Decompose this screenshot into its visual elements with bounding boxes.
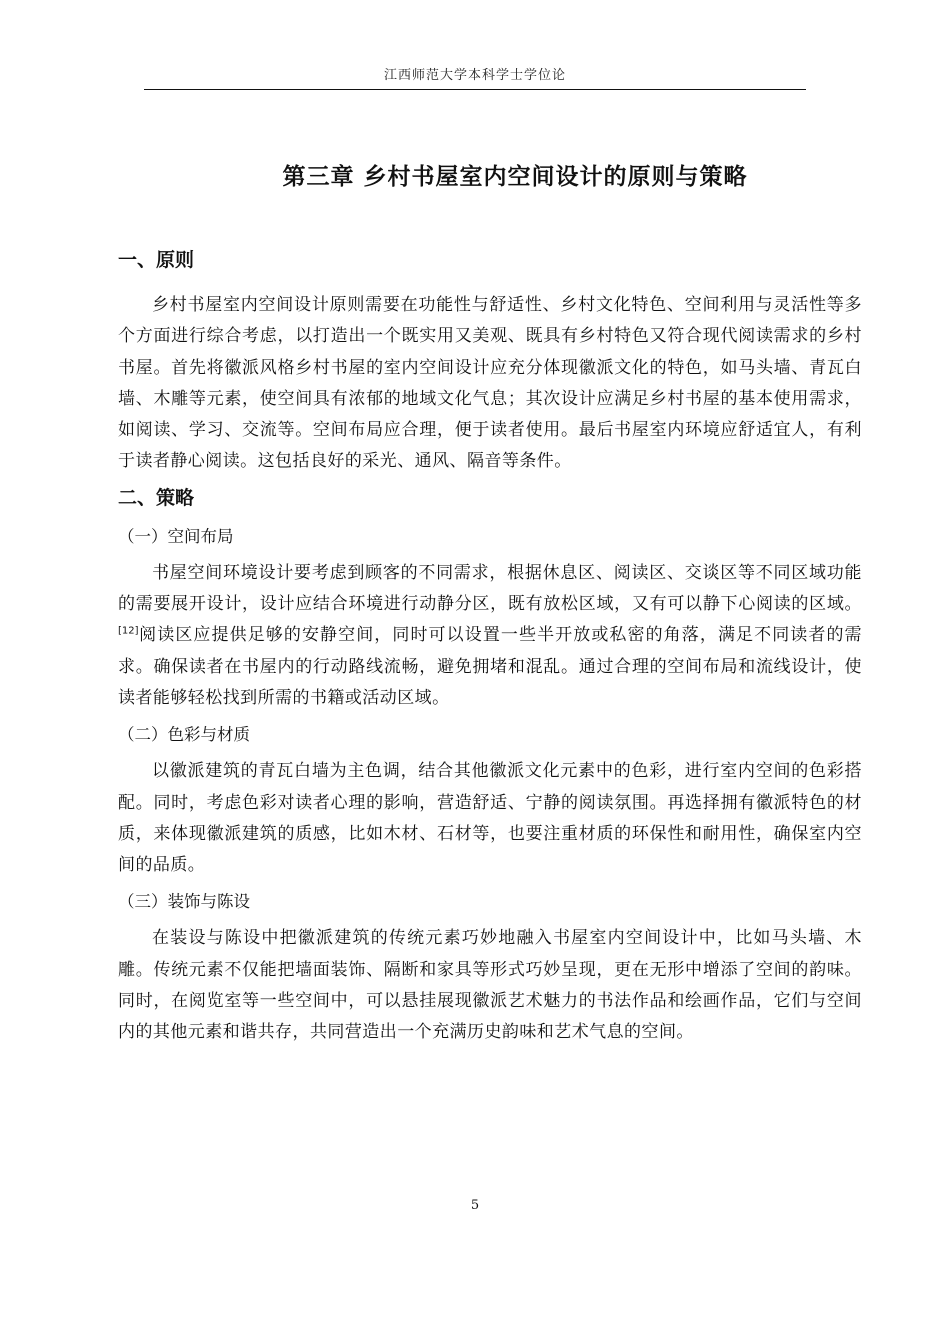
subsection-heading-decoration: （三）装饰与陈设 xyxy=(118,892,250,912)
running-header: 江西师范大学本科学士学位论 xyxy=(383,68,566,83)
subsection-heading-color-material: （二）色彩与材质 xyxy=(118,725,250,745)
paragraph-space-layout xyxy=(118,558,862,714)
chapter-title: 第三章 乡村书屋室内空间设计的原则与策略 xyxy=(282,164,748,190)
section-heading-strategies: 二、策略 xyxy=(118,486,195,509)
paragraph-decoration: 在装设与陈设中把徽派建筑的传统元素巧妙地融入书屋室内空间设计中，比如马头墙、木雕。传统元素不仅能把墙面装饰、隔断和家具等形式巧妙呈现，更在无形中增添了空间的韵味。同时，在阅览室等一些空间中，可以悬挂展现徽派艺术魅力的书法作品和绘画作品，它们与空间内的其他元素和谐共存，共同营造出一个充满历史韵味和艺术气息的空间。 xyxy=(118,928,862,1043)
section-heading-principles: 一、原则 xyxy=(118,249,195,271)
paragraph-space-layout-part2: 阅读区应提供足够的安静空间，同时可以设置一些半开放或私密的角落，满足不同读者的需求。确保读者在书屋内的行动路线流畅，避免拥堵和混乱。通过合理的空间布局和流线设计，使读者能够轻松找到所需的书籍或活动区域。 xyxy=(118,625,862,708)
paragraph-principles: 乡村书屋室内空间设计原则需要在功能性与舒适性、乡村文化特色、空间利用与灵活性等多个方面进行综合考虑，以打造出一个既实用又美观、既具有乡村特色又符合现代阅读需求的乡村书屋。首先将徽派风格乡村书屋的室内空间设计应充分体现徽派文化的特色，如马头墙、青瓦白墙、木雕等元素，使空间具有浓郁的地域文化气息；其次设计应满足乡村书屋的基本使用需求，如阅读、学习、交流等。空间布局应合理，便于读者使用。最后书屋室内环境应舒适宜人，有利于读者静心阅读。这包括良好的采光、通风、隔音等条件。 xyxy=(118,295,862,472)
paragraph-color-material: 以徽派建筑的青瓦白墙为主色调，结合其他徽派文化元素中的色彩，进行室内空间的色彩搭配。同时，考虑色彩对读者心理的影响，营造舒适、宁静的阅读氛围。再选择拥有徽派特色的材质，来体现徽派建筑的质感，比如木材、石材等，也要注重材质的环保性和耐用性，确保室内空间的品质。 xyxy=(118,761,862,876)
paragraph-space-layout-part1: 书屋空间环境设计要考虑到顾客的不同需求，根据休息区、阅读区、交谈区等不同区域功能的需要展开设计，设计应结合环境进行动静分区，既有放松区域，又有可以静下心阅读的区域。 xyxy=(118,562,862,615)
header-rule xyxy=(144,89,806,90)
subsection-heading-space-layout: （一）空间布局 xyxy=(118,526,234,546)
page-number: 5 xyxy=(470,1198,480,1213)
citation-reference: [12] xyxy=(118,625,139,637)
document-body xyxy=(118,244,862,1049)
